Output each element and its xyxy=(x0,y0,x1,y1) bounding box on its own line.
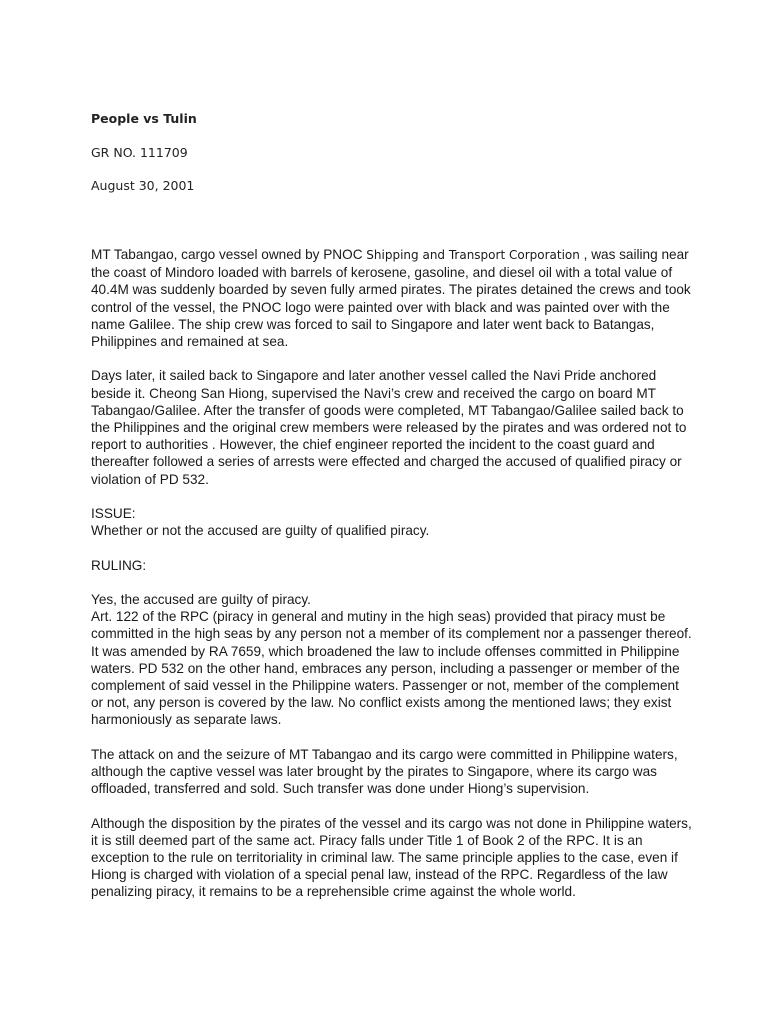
issue-label: ISSUE: xyxy=(91,506,136,522)
ruling-paragraph-1 xyxy=(91,591,693,729)
ruling-paragraph-3: Although the disposition by the pirates of the vessel and its cargo was not done in Philippine waters, it is still deemed part of the same act. Piracy falls under Title 1 of Book 2 of the RPC. It is an exception to the rule on territoriality in criminal law. The same principle applies to the case, even if Hiong is charged with violation of a special penal law, instead of the RPC. Regardless of the law penalizing piracy, it remains to be a reprehensible crime against the whole world. xyxy=(91,815,692,900)
facts-p1-text-end: , was sailing near the coast of Mindoro loaded with barrels of kerosene, gasoline, and diesel oil with a total value of 40.4M was suddenly boarded by seven fully armed pirates. The pirates detained the crews and took control of the vessel, the PNOC logo were painted over with black and was painted over with the name Galilee. The ship crew was forced to sail to Singapore and later went back to Batangas, Philippines and remained at sea. xyxy=(91,247,691,350)
ruling-p1-text: Art. 122 of the RPC (piracy in general and mutiny in the high seas) provided that piracy must be committed in the high seas by any person not a member of its complement nor a passenger thereof. It was amended by RA 7659, which broadened the law to include offenses committed in Philippine waters. PD 532 on the other hand, embraces any person, including a passenger or member of the complement of said vessel in the Philippine waters. Passenger or not, member of the complement or not, any person is covered by the law. No conflict exists among the mentioned laws; they exist harmoniously as separate laws. xyxy=(91,609,692,728)
document-body xyxy=(91,246,693,918)
facts-paragraph-1 xyxy=(91,246,693,350)
case-number: GR NO. 111709 xyxy=(91,145,188,160)
corporation-name: Shipping and Transport Corporation xyxy=(366,248,580,262)
issue-section xyxy=(91,505,693,539)
case-title: People vs Tulin xyxy=(91,111,197,126)
facts-p1-text-start: MT Tabangao, cargo vessel owned by PNOC xyxy=(91,247,367,262)
ruling-paragraph-2: The attack on and the seizure of MT Tabangao and its cargo were committed in Philippine waters, although the captive vessel was later brought by the pirates to Singapore, where its cargo was offloaded, transferred and sold. Such transfer was done under Hiong’s supervision. xyxy=(91,746,678,797)
ruling-answer: Yes, the accused are guilty of piracy. xyxy=(91,592,311,607)
issue-text: Whether or not the accused are guilty of qualified piracy. xyxy=(91,523,430,539)
ruling-label: RULING: xyxy=(91,557,147,573)
decision-date: August 30, 2001 xyxy=(91,178,195,193)
facts-paragraph-2: Days later, it sailed back to Singapore and later another vessel called the Navi Pride anchored beside it. Cheong San Hiong, supervised the Navi’s crew and received the cargo on board MT Tabangao/Galilee. After the transfer of goods were completed, MT Tabangao/Galilee sailed back to the Philippines and the original crew members were released by the pirates and was ordered not to report to authorities . However, the chief engineer reported the incident to the coast guard and thereafter followed a series of arrests were effected and charged the accused of qualified piracy or violation of PD 532. xyxy=(91,368,687,487)
